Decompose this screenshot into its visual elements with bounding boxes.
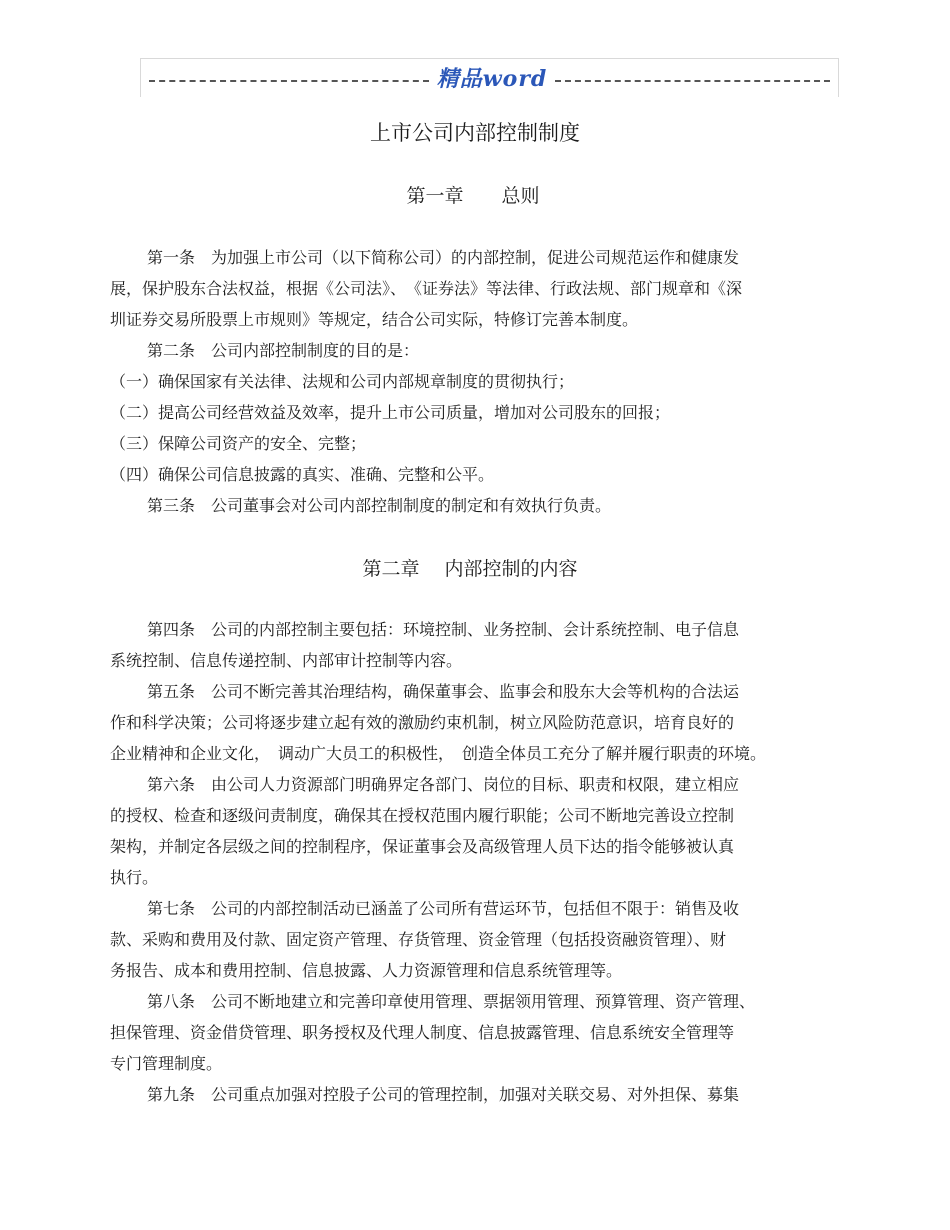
text-line: 圳证券交易所股票上市规则》等规定，结合公司实际，特修订完善本制度。	[110, 310, 639, 329]
article-2-3-paragraph	[110, 335, 830, 521]
chapter-2-body	[110, 614, 830, 1110]
text-line: 担保管理、资金借贷管理、职务授权及代理人制度、信息披露管理、信息系统安全管理等	[110, 1023, 735, 1042]
header-dashed-line-right	[555, 80, 830, 82]
text-line: 第三条 公司董事会对公司内部控制制度的制定和有效执行负责。	[147, 496, 612, 515]
document-title: 上市公司内部控制制度	[370, 121, 580, 145]
text-line: 款、采购和费用及付款、固定资产管理、存货管理、资金管理（包括投资融资管理）、财	[110, 930, 727, 949]
list-item: （二）提高公司经营效益及效率，提升上市公司质量，增加对公司股东的回报；	[110, 403, 671, 422]
text-line: 的授权、检查和逐级问责制度，确保其在授权范围内履行职能；公司不断地完善设立控制	[110, 806, 735, 825]
text-line: 第八条 公司不断地建立和完善印章使用管理、票据领用管理、预算管理、资产管理、	[147, 992, 756, 1011]
article-1-paragraph	[110, 242, 830, 335]
text-line: 执行。	[110, 868, 159, 887]
text-line: 第四条 公司的内部控制主要包括：环境控制、业务控制、会计系统控制、电子信息	[147, 620, 740, 639]
text-line: 第二条 公司内部控制制度的目的是：	[147, 341, 420, 360]
text-line: 企业精神和企业文化， 调动广大员工的积极性， 创造全体员工充分了解并履行职责的环境。	[110, 744, 767, 763]
list-item: （三）保障公司资产的安全、完整；	[110, 434, 367, 453]
chapter-heading-1: 第一章 总则	[406, 185, 540, 207]
text-line: 第五条 公司不断完善其治理结构，确保董事会、监事会和股东大会等机构的合法运	[147, 682, 740, 701]
text-line: 第一条 为加强上市公司（以下简称公司）的内部控制，促进公司规范运作和健康发	[147, 248, 740, 267]
header-dashed-line-left	[149, 80, 429, 82]
text-line: 专门管理制度。	[110, 1054, 223, 1073]
header-logo: 精品word	[436, 66, 548, 92]
text-line: 务报告、成本和费用控制、信息披露、人力资源管理和信息系统管理等。	[110, 961, 623, 980]
list-item: （一）确保国家有关法律、法规和公司内部规章制度的贯彻执行；	[110, 372, 575, 391]
text-line: 架构，并制定各层级之间的控制程序，保证董事会及高级管理人员下达的指令能够被认真	[110, 837, 735, 856]
text-line: 系统控制、信息传递控制、内部审计控制等内容。	[110, 651, 463, 670]
text-line: 作和科学决策；公司将逐步建立起有效的激励约束机制，树立风险防范意识，培育良好的	[110, 713, 735, 732]
text-line: 展，保护股东合法权益，根据《公司法》、 《证券法》等法律、行政法规、部门规章和《深	[110, 279, 743, 298]
text-line: 第六条 由公司人力资源部门明确界定各部门、岗位的目标、职责和权限，建立相应	[147, 775, 740, 794]
page-header-banner	[140, 58, 839, 97]
chapter-heading-2: 第二章 内部控制的内容	[362, 558, 578, 580]
list-item: （四）确保公司信息披露的真实、准确、完整和公平。	[110, 465, 495, 484]
text-line: 第七条 公司的内部控制活动已涵盖了公司所有营运环节，包括但不限于：销售及收	[147, 899, 740, 918]
text-line: 第九条 公司重点加强对控股子公司的管理控制，加强对关联交易、对外担保、募集	[147, 1085, 740, 1104]
